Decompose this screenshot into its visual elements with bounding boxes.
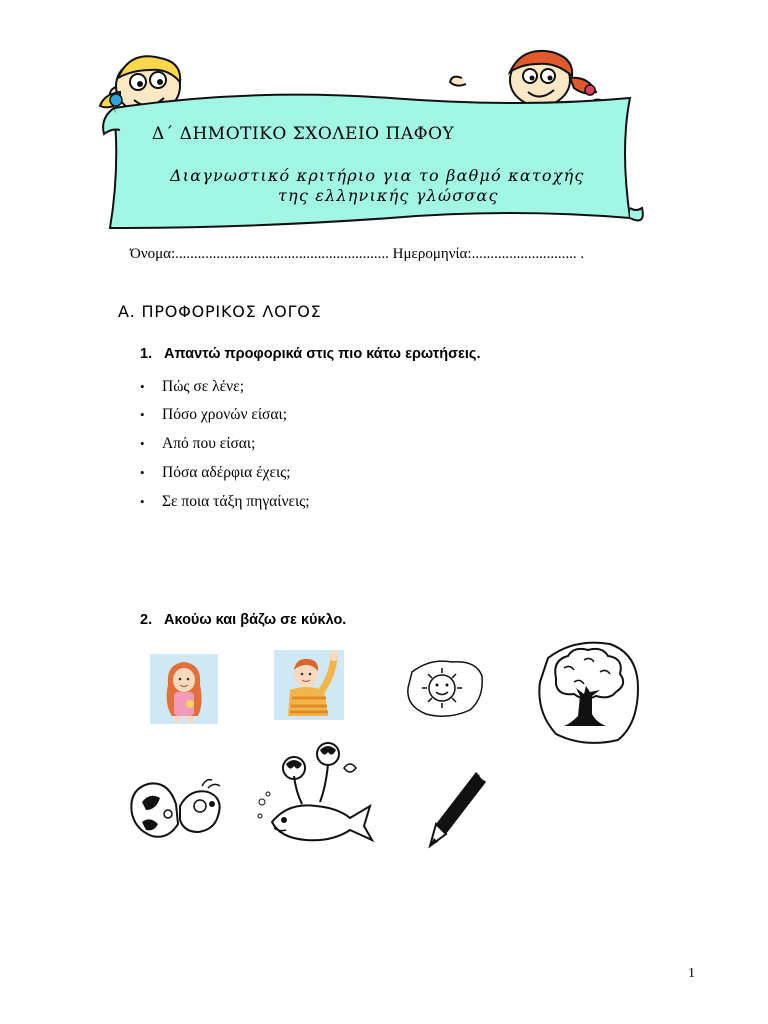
bullet-text: Πώς σε λένε; (162, 378, 244, 395)
bullet-text: Σε ποια τάξη πηγαίνεις; (162, 493, 310, 510)
bullet-text: Πόσο χρονών είσαι; (162, 406, 288, 423)
bullet-icon: • (140, 407, 145, 422)
sun-picture[interactable] (402, 654, 486, 720)
question-2-text: Ακούω και βάζω σε κύκλο. (164, 612, 347, 628)
name-date-field[interactable]: Όνομα:......................................................... Ημερομηνία:............................ . (130, 246, 585, 262)
bullet-icon: • (140, 465, 145, 480)
bullet-text: Από που είσαι; (162, 435, 256, 452)
girl-picture[interactable] (150, 654, 218, 724)
girl-right-illustration (450, 51, 606, 106)
boy-picture[interactable] (274, 646, 344, 720)
flowers-and-fish-picture[interactable] (254, 742, 378, 846)
butterfly-picture[interactable] (128, 774, 228, 846)
bullet-icon: • (140, 379, 145, 394)
bullet-icon: • (140, 494, 145, 509)
list-item (140, 406, 287, 424)
question-1-text: Απαντώ προφορικά στις πιο κάτω ερωτήσεις. (164, 346, 481, 362)
subtitle-line-2: της ελληνικής γλώσσας (278, 186, 499, 205)
pencil-picture[interactable] (420, 768, 492, 852)
section-title: Α. ΠΡΟΦΟΡΙΚΟΣ ΛΟΓΟΣ (118, 302, 322, 321)
bullet-icon: • (140, 436, 145, 451)
question-1 (140, 346, 481, 362)
question-1-number: 1. (140, 346, 153, 362)
list-item (140, 435, 255, 453)
bullet-text: Πόσα αδέρφια έχεις; (162, 464, 291, 481)
school-title: Δ΄ ΔΗΜΟΤΙΚΟ ΣΧΟΛΕΙΟ ΠΑΦΟΥ (152, 124, 455, 144)
question-2 (140, 612, 346, 628)
list-item (140, 493, 310, 511)
list-item (140, 378, 244, 396)
tree-picture[interactable] (534, 638, 642, 746)
subtitle-line-1: Διαγνωστικό κριτήριο για το βαθμό κατοχής (170, 166, 585, 185)
question-2-number: 2. (140, 612, 153, 628)
list-item (140, 464, 291, 482)
page-number: 1 (688, 966, 695, 981)
